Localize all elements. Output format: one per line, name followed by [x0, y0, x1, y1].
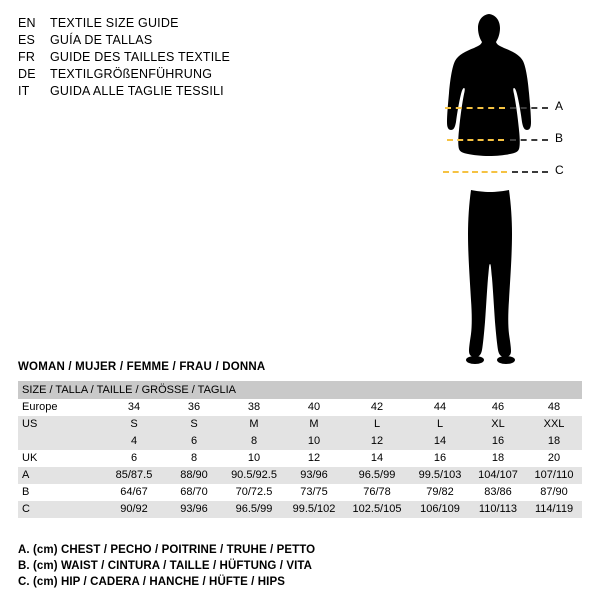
- table-cell: L: [344, 416, 410, 433]
- measure-label-b: B: [555, 131, 564, 145]
- size-table-wrapper: [18, 381, 582, 518]
- table-cell: XL: [470, 416, 526, 433]
- table-cell: M: [284, 416, 344, 433]
- row-label: A: [18, 467, 104, 484]
- legend-row-chest: A. (cm) CHEST / PECHO / POITRINE / TRUHE / PETTO: [18, 544, 316, 556]
- table-cell: 44: [410, 399, 470, 416]
- table-cell: L: [410, 416, 470, 433]
- title-text: GUIDA ALLE TAGLIE TESSILI: [50, 84, 224, 98]
- measure-line-chest-extension: [510, 107, 548, 109]
- title-row: [18, 84, 348, 101]
- table-cell: 104/107: [470, 467, 526, 484]
- table-cell: 68/70: [164, 484, 224, 501]
- table-cell: S: [104, 416, 164, 433]
- table-row: [18, 433, 582, 450]
- measure-line-hip-yellow: [443, 171, 507, 173]
- title-row: [18, 67, 348, 84]
- table-cell: 96.5/99: [224, 501, 284, 518]
- table-cell: 93/96: [284, 467, 344, 484]
- title-lang-code: FR: [18, 50, 36, 64]
- table-cell: 46: [470, 399, 526, 416]
- table-cell: 42: [344, 399, 410, 416]
- table-cell: 6: [104, 450, 164, 467]
- table-cell: 18: [470, 450, 526, 467]
- table-cell: 10: [224, 450, 284, 467]
- row-label: UK: [18, 450, 104, 467]
- title-row: [18, 16, 348, 33]
- title-row: [18, 33, 348, 50]
- table-cell: 16: [410, 450, 470, 467]
- female-figure-diagram: [390, 8, 590, 368]
- table-cell: 34: [104, 399, 164, 416]
- table-cell: 114/119: [526, 501, 582, 518]
- table-cell: 87/90: [526, 484, 582, 501]
- table-cell: 85/87.5: [104, 467, 164, 484]
- section-header-woman: WOMAN / MUJER / FEMME / FRAU / DONNA: [18, 361, 266, 373]
- size-table: [18, 381, 582, 518]
- table-cell: 90.5/92.5: [224, 467, 284, 484]
- table-cell: S: [164, 416, 224, 433]
- table-cell: 8: [164, 450, 224, 467]
- title-row: [18, 50, 348, 67]
- table-cell: 88/90: [164, 467, 224, 484]
- row-label: C: [18, 501, 104, 518]
- title-lang-code: IT: [18, 84, 30, 98]
- table-row: [18, 501, 582, 518]
- table-cell: 99.5/102: [284, 501, 344, 518]
- table-row: [18, 467, 582, 484]
- title-lang-code: ES: [18, 33, 36, 47]
- row-label: [18, 433, 104, 450]
- table-row: [18, 416, 582, 433]
- row-label: B: [18, 484, 104, 501]
- title-text: GUIDE DES TAILLES TEXTILE: [50, 50, 231, 64]
- table-header-label: SIZE / TALLA / TAILLE / GRÖSSE / TAGLIA: [18, 381, 582, 399]
- title-text: TEXTILE SIZE GUIDE: [50, 16, 179, 30]
- measure-label-c: C: [555, 163, 564, 177]
- table-cell: 16: [470, 433, 526, 450]
- table-cell: 96.5/99: [344, 467, 410, 484]
- legend-row-hip: C. (cm) HIP / CADERA / HANCHE / HÜFTE / HIPS: [18, 576, 286, 588]
- table-cell: 99.5/103: [410, 467, 470, 484]
- table-cell: 36: [164, 399, 224, 416]
- table-header-row: [18, 381, 582, 399]
- table-cell: 8: [224, 433, 284, 450]
- table-cell: 38: [224, 399, 284, 416]
- table-cell: 70/72.5: [224, 484, 284, 501]
- table-cell: 83/86: [470, 484, 526, 501]
- table-cell: XXL: [526, 416, 582, 433]
- table-cell: 14: [344, 450, 410, 467]
- table-cell: 73/75: [284, 484, 344, 501]
- table-cell: 4: [104, 433, 164, 450]
- female-body-silhouette-icon: [430, 8, 550, 368]
- table-cell: 40: [284, 399, 344, 416]
- measure-label-a: A: [555, 99, 564, 113]
- row-label: US: [18, 416, 104, 433]
- table-row: [18, 450, 582, 467]
- table-cell: 10: [284, 433, 344, 450]
- measure-line-waist-yellow: [447, 139, 504, 141]
- table-cell: 110/113: [470, 501, 526, 518]
- measure-line-chest-yellow: [445, 107, 505, 109]
- table-cell: 12: [344, 433, 410, 450]
- measurement-legend: [18, 542, 578, 590]
- table-cell: 12: [284, 450, 344, 467]
- table-cell: 14: [410, 433, 470, 450]
- legend-row-waist: B. (cm) WAIST / CINTURA / TAILLE / HÜFTUNG / VITA: [18, 560, 313, 572]
- table-cell: 64/67: [104, 484, 164, 501]
- row-label: Europe: [18, 399, 104, 416]
- table-row: [18, 484, 582, 501]
- measure-line-hip-extension: [512, 171, 548, 173]
- measure-line-waist-extension: [510, 139, 548, 141]
- title-lang-code: DE: [18, 67, 36, 81]
- title-block: [18, 16, 348, 101]
- table-cell: 107/110: [526, 467, 582, 484]
- table-cell: 102.5/105: [344, 501, 410, 518]
- table-cell: M: [224, 416, 284, 433]
- table-cell: 79/82: [410, 484, 470, 501]
- table-cell: 48: [526, 399, 582, 416]
- table-cell: 90/92: [104, 501, 164, 518]
- table-cell: 76/78: [344, 484, 410, 501]
- title-text: TEXTILGRÖßENFÜHRUNG: [50, 67, 213, 81]
- table-cell: 93/96: [164, 501, 224, 518]
- title-text: GUÍA DE TALLAS: [50, 33, 153, 47]
- table-cell: 18: [526, 433, 582, 450]
- table-row: [18, 399, 582, 416]
- title-lang-code: EN: [18, 16, 36, 30]
- table-cell: 20: [526, 450, 582, 467]
- table-cell: 6: [164, 433, 224, 450]
- table-cell: 106/109: [410, 501, 470, 518]
